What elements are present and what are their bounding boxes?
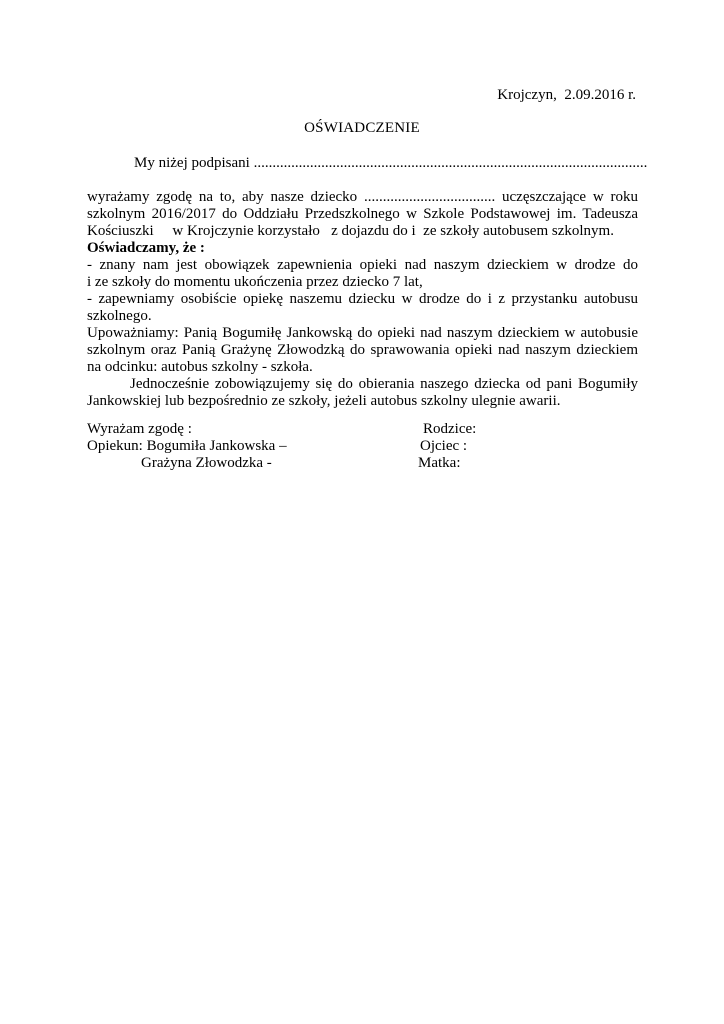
consent-line-2: szkolnym 2016/2017 do Oddziału Przedszkolnego w Szkole Podstawowej im. Tadeusza	[87, 206, 638, 222]
document-date: Krojczyn, 2.09.2016 r.	[497, 87, 636, 103]
authorization-line-3: na odcinku: autobus szkolny - szkoła.	[87, 359, 313, 375]
consent-line-1: wyrażamy zgodę na to, aby nasze dziecko ................................... uczęszczające w roku	[87, 189, 638, 205]
declaration-item-2-line-2: szkolnego.	[87, 308, 152, 324]
guardian-1-signature: Opiekun: Bogumiła Jankowska –	[87, 438, 287, 454]
signatories-line: My niżej podpisani .........................................................................................................	[134, 155, 648, 171]
declaration-item-2-line-1: - zapewniamy osobiście opiekę naszemu dziecku w drodze do i z przystanku autobusu	[87, 291, 638, 307]
obligation-line-1: Jednocześnie zobowiązujemy się do obierania naszego dziecka od pani Bogumiły	[130, 376, 638, 392]
declaration-item-1-line-1: - znany nam jest obowiązek zapewnienia opieki nad naszym dzieckiem w drodze do	[87, 257, 638, 273]
father-signature: Ojciec :	[420, 438, 468, 454]
guardian-2-signature: Grażyna Złowodzka -	[141, 455, 272, 471]
consent-line-3: Kościuszki w Krojczynie korzystało z dojazdu do i ze szkoły autobusem szkolnym.	[87, 223, 614, 239]
declaration-item-1-line-2: i ze szkoły do momentu ukończenia przez dziecko 7 lat,	[87, 274, 423, 290]
document-body	[87, 189, 638, 410]
authorization-line-1: Upoważniamy: Panią Bogumiłę Jankowską do opieki nad naszym dzieckiem w autobusie	[87, 325, 638, 341]
document-title: OŚWIADCZENIE	[304, 120, 420, 136]
parents-label: Rodzice:	[423, 421, 477, 437]
authorization-line-2: szkolnym oraz Panią Grażynę Złowodzką do sprawowania opieki nad naszym dzieckiem	[87, 342, 638, 358]
obligation-line-2: Jankowskiej lub bezpośrednio ze szkoły, jeżeli autobus szkolny ulegnie awarii.	[87, 393, 561, 409]
mother-signature: Matka:	[418, 455, 461, 471]
consent-label: Wyrażam zgodę :	[87, 421, 192, 437]
declaration-heading: Oświadczamy, że :	[87, 240, 205, 256]
